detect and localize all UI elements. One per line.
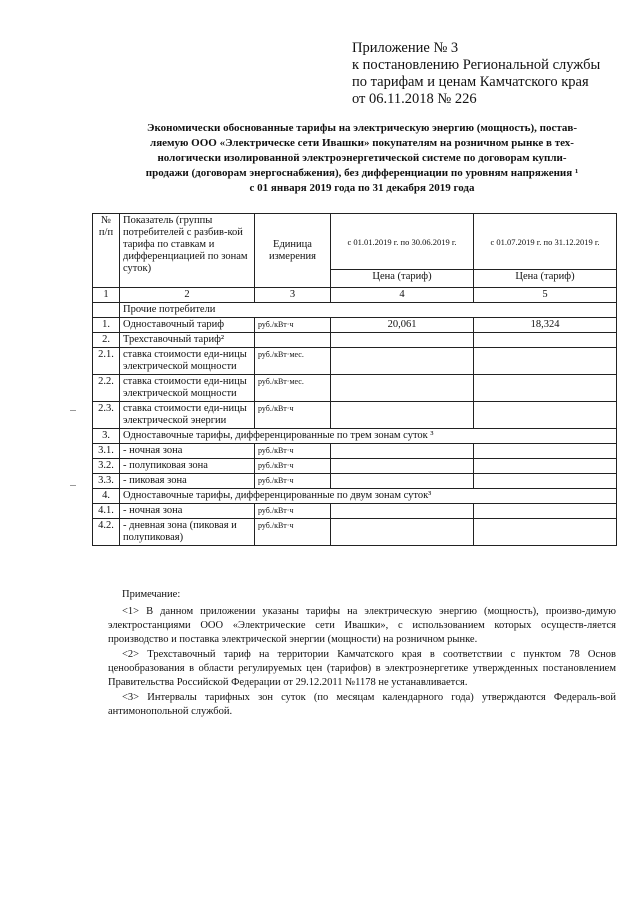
note-1: <1> В данном приложении указаны тарифы на электрическую энергию (мощность), произво-димую электростанциями ООО «Электрические сети Ивашки», с использованием которых осуществ-ляется производство и поставка электрической энергии (мощности) на розничном рынке. — [108, 606, 616, 645]
title-line: нологически изолированной электроэнергетической системе по договорам купли- — [157, 152, 567, 164]
group-row — [93, 303, 617, 318]
header-price-1: Цена (тариф) — [331, 270, 474, 288]
table-row — [93, 375, 617, 402]
row-unit: руб./кВт·ч — [255, 459, 331, 474]
row-name: - ночная зона — [120, 444, 255, 459]
row-value-1 — [331, 348, 474, 375]
row-name: ставка стоимости еди-ницы электрической мощности — [120, 375, 255, 402]
tariff-table — [92, 213, 617, 546]
row-name: Трехставочный тариф² — [120, 333, 255, 348]
title-line: ляемую ООО «Электрическе сети Ивашки» покупателям на розничном рынке в тех- — [150, 137, 574, 149]
row-name: ставка стоимости еди-ницы электрической мощности — [120, 348, 255, 375]
row-value-1 — [331, 375, 474, 402]
section-row — [93, 489, 617, 504]
col-number: 3 — [255, 288, 331, 303]
scan-mark — [70, 410, 76, 411]
row-name: Одноставочный тариф — [120, 318, 255, 333]
row-value-2 — [474, 348, 617, 375]
table-row — [93, 333, 617, 348]
row-num: 2.1. — [93, 348, 120, 375]
row-unit: руб./кВт·ч — [255, 519, 331, 546]
row-unit: руб./кВт·ч — [255, 402, 331, 429]
table-row — [93, 348, 617, 375]
note-2: <2> Трехставочный тариф на территории Камчатского края в соответствии с пунктом 78 Основ ценообразования в области регулируемых цен (тарифов) в электроэнергетике утвержденных постановлением Правительства Российской Федерации от 29.12.2011 №1178 не устанавливается. — [108, 649, 616, 688]
row-unit — [255, 333, 331, 348]
header-row — [93, 214, 617, 270]
table-row — [93, 519, 617, 546]
col-number: 1 — [93, 288, 120, 303]
row-name: - полупиковая зона — [120, 459, 255, 474]
column-numbers-row — [93, 288, 617, 303]
header-period-1: с 01.01.2019 г. по 30.06.2019 г. — [331, 214, 474, 270]
row-value-1 — [331, 402, 474, 429]
section-label: Одноставочные тарифы, дифференцированные по трем зонам суток ³ — [120, 429, 617, 444]
col-number: 2 — [120, 288, 255, 303]
row-name: - пиковая зона — [120, 474, 255, 489]
annex-decree: к постановлению Региональной службы — [352, 57, 601, 73]
table-row — [93, 444, 617, 459]
note-3: <3> Интервалы тарифных зон суток (по месяцам календарного года) утверждаются Федераль-вой антимонопольной службой. — [108, 692, 616, 717]
document-title — [108, 121, 616, 196]
row-unit: руб./кВт·мес. — [255, 348, 331, 375]
row-unit: руб./кВт·мес. — [255, 375, 331, 402]
scan-mark — [70, 485, 76, 486]
row-num: 2.3. — [93, 402, 120, 429]
section-label: Одноставочные тарифы, дифференцированные по двум зонам суток³ — [120, 489, 617, 504]
row-num: 2. — [93, 333, 120, 348]
row-value-1: 20,061 — [331, 318, 474, 333]
row-name: - дневная зона (пиковая и полупиковая) — [120, 519, 255, 546]
row-value-2 — [474, 333, 617, 348]
row-value-1 — [331, 333, 474, 348]
table-row — [93, 402, 617, 429]
header-unit: Единица измерения — [255, 214, 331, 288]
table-row — [93, 318, 617, 333]
row-num: 3. — [93, 429, 120, 444]
row-num: 3.3. — [93, 474, 120, 489]
row-num: 4.1. — [93, 504, 120, 519]
row-num: 4. — [93, 489, 120, 504]
annex-authority: по тарифам и ценам Камчатского края — [352, 74, 589, 90]
row-unit: руб./кВт·ч — [255, 504, 331, 519]
table-row — [93, 504, 617, 519]
row-name: - ночная зона — [120, 504, 255, 519]
table-row — [93, 474, 617, 489]
annex-header — [352, 40, 600, 108]
row-num: 3.2. — [93, 459, 120, 474]
section-row — [93, 429, 617, 444]
notes-section — [108, 588, 616, 720]
title-line: с 01 января 2019 года по 31 декабря 2019 года — [249, 182, 475, 194]
title-line: продажи (договорам энергоснабжения), без дифференциации по уровням напряжения ¹ — [145, 167, 579, 179]
header-period-2: с 01.07.2019 г. по 31.12.2019 г. — [474, 214, 617, 270]
row-num: 4.2. — [93, 519, 120, 546]
col-number: 4 — [331, 288, 474, 303]
header-price-2: Цена (тариф) — [474, 270, 617, 288]
notes-heading: Примечание: — [122, 589, 181, 600]
annex-number: Приложение № 3 — [352, 40, 459, 56]
header-num: № п/п — [93, 214, 120, 288]
title-line: Экономически обоснованные тарифы на электрическую энергию (мощность), постав- — [146, 122, 578, 134]
row-num: 1. — [93, 318, 120, 333]
row-value-2: 18,324 — [474, 318, 617, 333]
header-indicator: Показатель (группы потребителей с разбив-кой тарифа по ставкам и дифференциацией по зонам суток) — [120, 214, 255, 288]
row-value-2 — [474, 402, 617, 429]
row-unit: руб./кВт·ч — [255, 318, 331, 333]
row-value-2 — [474, 375, 617, 402]
row-num: 2.2. — [93, 375, 120, 402]
row-name: ставка стоимости еди-ницы электрической энергии — [120, 402, 255, 429]
col-number: 5 — [474, 288, 617, 303]
row-num: 3.1. — [93, 444, 120, 459]
row-unit: руб./кВт·ч — [255, 444, 331, 459]
row-unit: руб./кВт·ч — [255, 474, 331, 489]
group-label: Прочие потребители — [120, 303, 617, 318]
table-row — [93, 459, 617, 474]
annex-date: от 06.11.2018 № 226 — [352, 91, 477, 107]
